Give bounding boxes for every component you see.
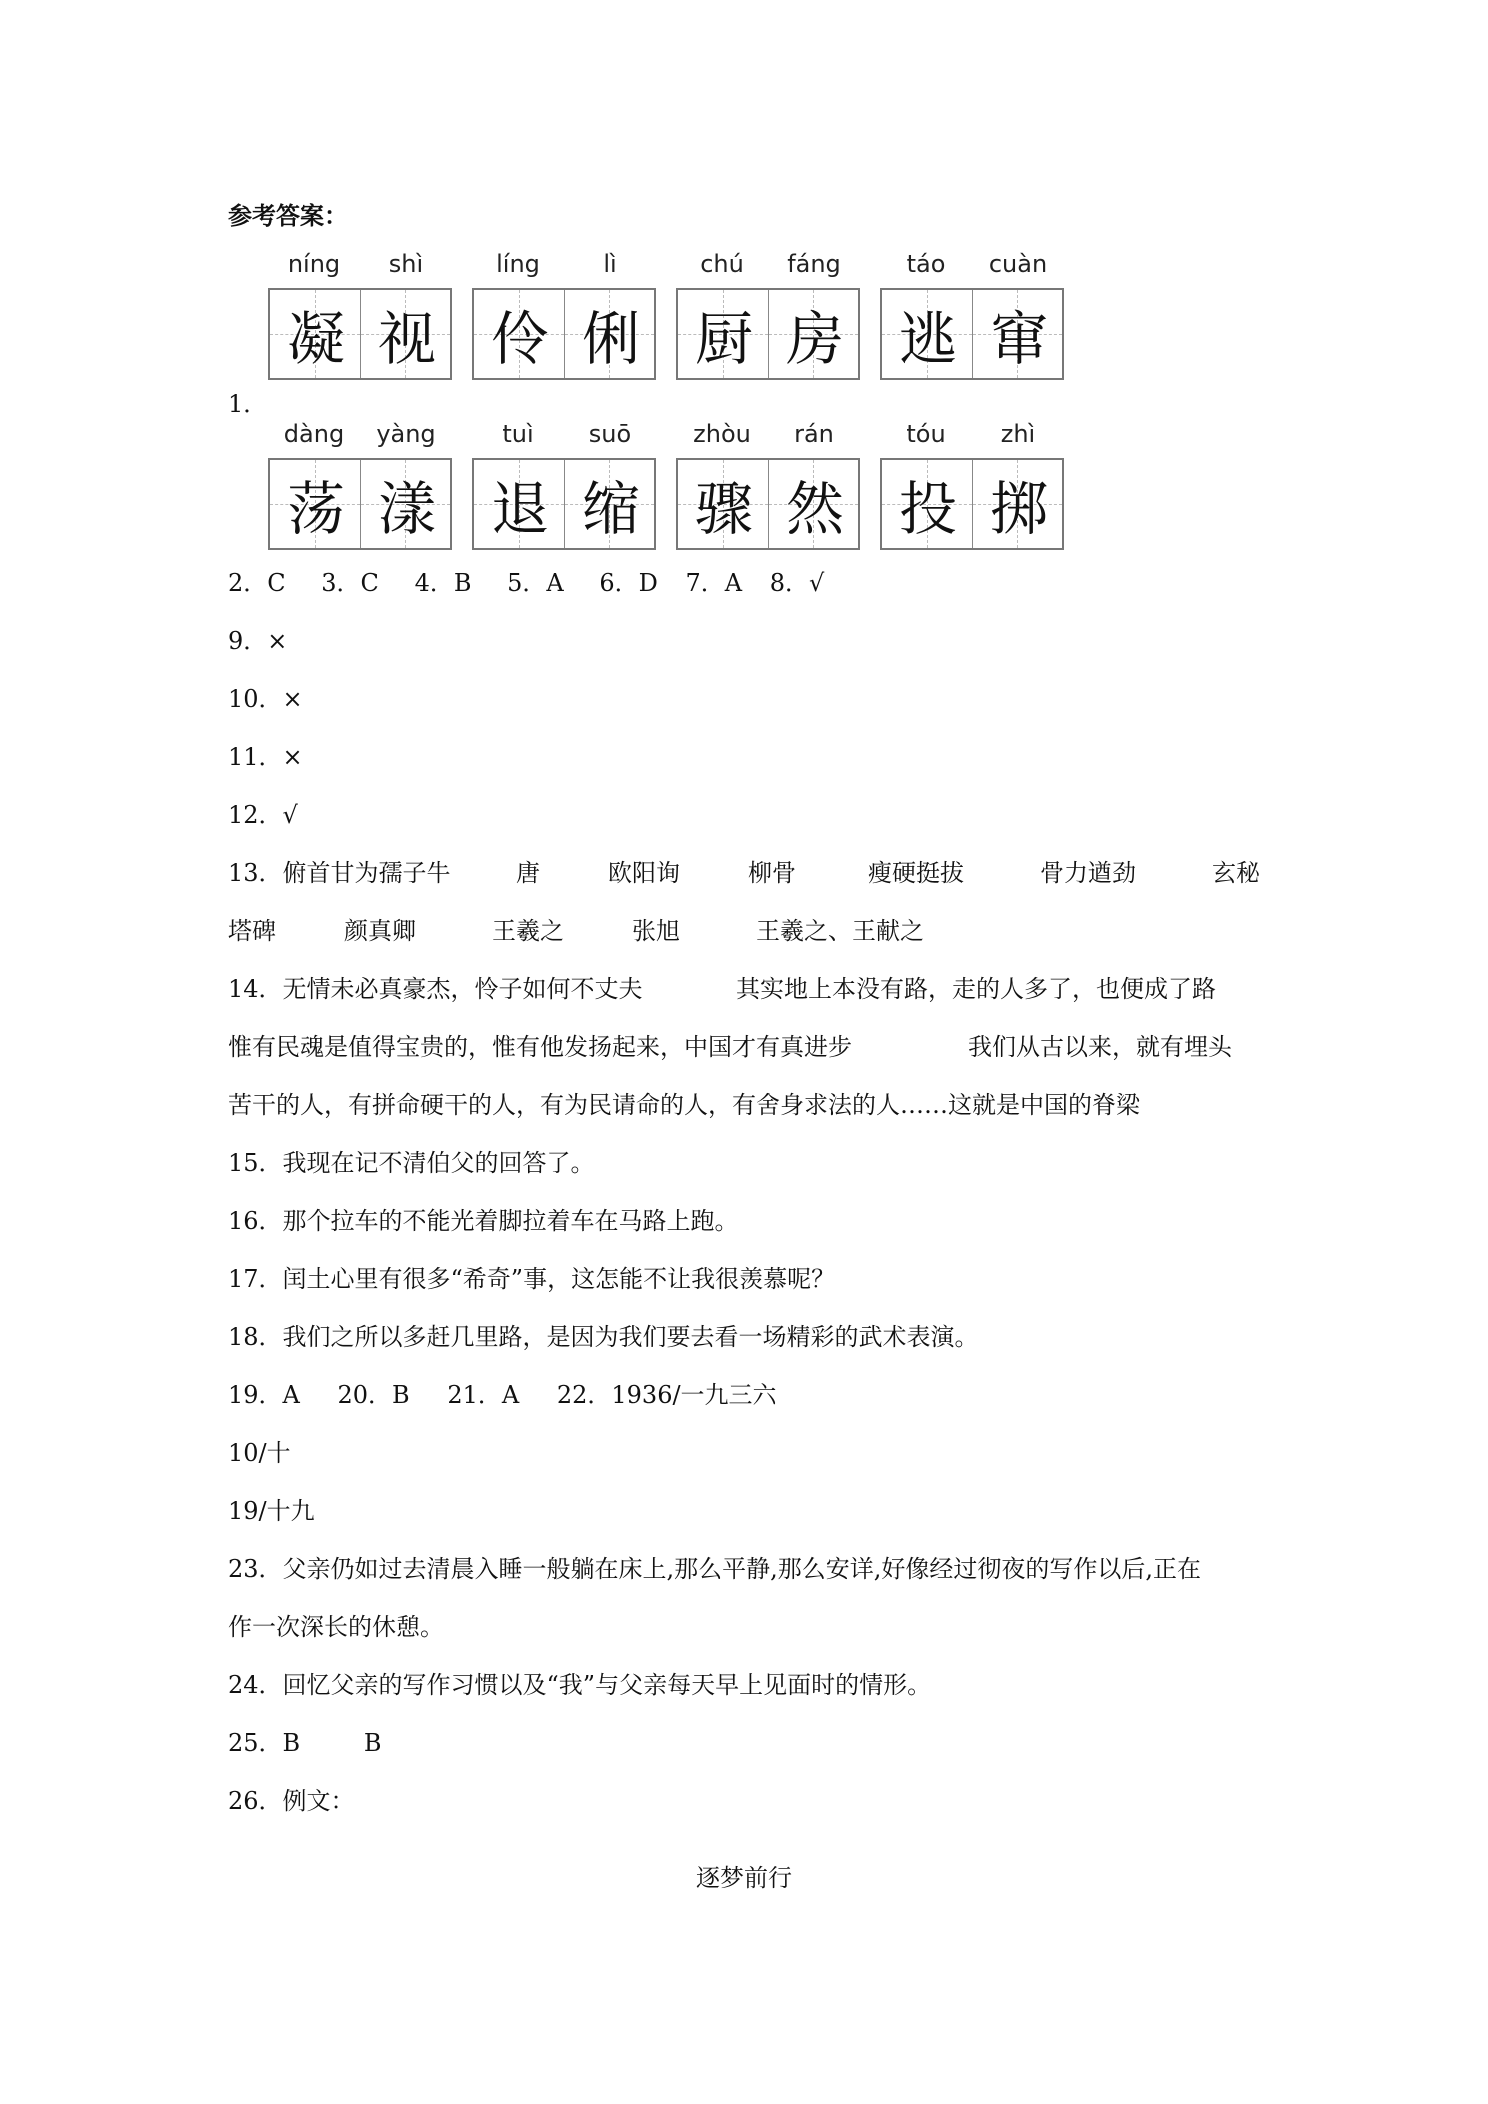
character: 掷 bbox=[989, 475, 1048, 543]
answer-11: 11．× bbox=[228, 743, 303, 771]
answer-13-part: 张旭 bbox=[632, 917, 680, 945]
pinyin: líng bbox=[496, 250, 540, 278]
answer: 5．A bbox=[507, 569, 564, 597]
character: 然 bbox=[785, 475, 844, 543]
answer-13-part: 瘦硬挺拔 bbox=[868, 859, 964, 887]
character-grid bbox=[880, 288, 1064, 380]
answer-24: 24．回忆父亲的写作习惯以及“我”与父亲每天早上见面时的情形。 bbox=[228, 1671, 932, 1699]
pinyin: táo bbox=[906, 250, 946, 278]
answer: 20．B bbox=[337, 1381, 410, 1409]
answer: 7．A bbox=[685, 569, 743, 597]
answer-13-part: 王羲之、王献之 bbox=[756, 917, 924, 945]
character-grid bbox=[268, 288, 452, 380]
pinyin: cuàn bbox=[988, 250, 1048, 278]
answer-15: 15．我现在记不清伯父的回答了。 bbox=[228, 1149, 595, 1177]
answer: B bbox=[363, 1729, 382, 1757]
pinyin: rán bbox=[794, 420, 834, 448]
character: 窜 bbox=[989, 305, 1048, 373]
answer-25 bbox=[228, 1726, 381, 1760]
character: 伶 bbox=[490, 305, 549, 373]
answer-26: 26．例文： bbox=[228, 1787, 355, 1815]
character-grid bbox=[676, 288, 860, 380]
answer-13-part: 唐 bbox=[516, 859, 540, 887]
question-number: 1． bbox=[228, 390, 268, 418]
character: 漾 bbox=[377, 475, 436, 543]
answer: 6．D bbox=[599, 569, 658, 597]
pinyin: shì bbox=[388, 250, 424, 278]
pinyin: tóu bbox=[906, 420, 946, 448]
character-grid bbox=[472, 288, 656, 380]
answer: 2．C bbox=[228, 569, 286, 597]
pinyin: zhòu bbox=[693, 420, 751, 448]
answer-13-part: 塔碑 bbox=[228, 917, 276, 945]
answer-14-part: 其实地上本没有路，走的人多了，也便成了路 bbox=[736, 975, 1216, 1003]
answer-13-part: 颜真卿 bbox=[344, 917, 416, 945]
character: 逃 bbox=[898, 305, 957, 373]
character: 骤 bbox=[694, 475, 753, 543]
answer: 22．1936/一九三六 bbox=[556, 1381, 777, 1409]
character: 荡 bbox=[286, 475, 345, 543]
pinyin: suō bbox=[588, 420, 632, 448]
answer-13-part: 欧阳询 bbox=[608, 859, 680, 887]
answer: 4．B bbox=[414, 569, 472, 597]
answer-13-part: 玄秘 bbox=[1212, 859, 1260, 887]
answer: 25．B bbox=[228, 1729, 301, 1757]
answer-13-part: 13．俯首甘为孺子牛 bbox=[228, 859, 451, 887]
pinyin: chú bbox=[700, 250, 744, 278]
character-grid bbox=[268, 458, 452, 550]
answer: 3．C bbox=[321, 569, 379, 597]
answer-14-part: 惟有民魂是值得宝贵的，惟有他发扬起来，中国才有真进步 bbox=[228, 1033, 852, 1061]
pinyin: níng bbox=[287, 250, 341, 278]
answer-9: 9．× bbox=[228, 627, 288, 655]
answer-22-month: 10/十 bbox=[228, 1439, 291, 1467]
answer-16: 16．那个拉车的不能光着脚拉着车在马路上跑。 bbox=[228, 1207, 739, 1235]
pinyin: dàng bbox=[283, 420, 345, 448]
answer-13-part: 王羲之 bbox=[492, 917, 564, 945]
character: 退 bbox=[490, 475, 549, 543]
answer: 8．√ bbox=[769, 569, 825, 597]
answer-23-line-2: 作一次深长的休憩。 bbox=[228, 1613, 444, 1641]
character: 厨 bbox=[694, 305, 753, 373]
character-grid bbox=[472, 458, 656, 550]
character: 视 bbox=[377, 305, 436, 373]
answer-13-part: 柳骨 bbox=[748, 859, 796, 887]
character: 房 bbox=[785, 305, 844, 373]
pinyin: zhì bbox=[1000, 420, 1036, 448]
answer-14-part: 我们从古以来，就有埋头 bbox=[968, 1033, 1232, 1061]
answer-13-part: 骨力遒劲 bbox=[1040, 859, 1136, 887]
page-heading: 参考答案： bbox=[228, 202, 348, 230]
character: 缩 bbox=[581, 475, 640, 543]
answer-14-line-3: 苦干的人，有拼命硬干的人，有为民请命的人，有舍身求法的人……这就是中国的脊梁 bbox=[228, 1091, 1140, 1119]
character: 投 bbox=[898, 475, 957, 543]
pinyin: yàng bbox=[376, 420, 436, 448]
character-grid bbox=[880, 458, 1064, 550]
answer-18: 18．我们之所以多赶几里路，是因为我们要去看一场精彩的武术表演。 bbox=[228, 1323, 979, 1351]
answer-14-part: 14．无情未必真豪杰，怜子如何不丈夫 bbox=[228, 975, 643, 1003]
character-grid bbox=[676, 458, 860, 550]
answer-17: 17．闰土心里有很多“希奇”事，这怎能不让我很羡慕呢？ bbox=[228, 1265, 836, 1293]
essay-title: 逐梦前行 bbox=[696, 1864, 792, 1892]
character: 凝 bbox=[286, 305, 345, 373]
answer-12: 12．√ bbox=[228, 801, 298, 829]
pinyin: tuì bbox=[502, 420, 534, 448]
answer: 19．A bbox=[228, 1381, 300, 1409]
pinyin: lì bbox=[603, 250, 617, 278]
pinyin: fáng bbox=[787, 250, 841, 278]
answer: 21．A bbox=[447, 1381, 520, 1409]
answer-10: 10．× bbox=[228, 685, 303, 713]
answers-2-to-8 bbox=[228, 566, 824, 600]
answer-22-day: 19/十九 bbox=[228, 1497, 315, 1525]
character: 俐 bbox=[581, 305, 640, 373]
answer-23-line-1: 23．父亲仍如过去清晨入睡一般躺在床上,那么平静,那么安详,好像经过彻夜的写作以后,正在 bbox=[228, 1555, 1202, 1583]
answers-19-to-22 bbox=[228, 1378, 777, 1412]
